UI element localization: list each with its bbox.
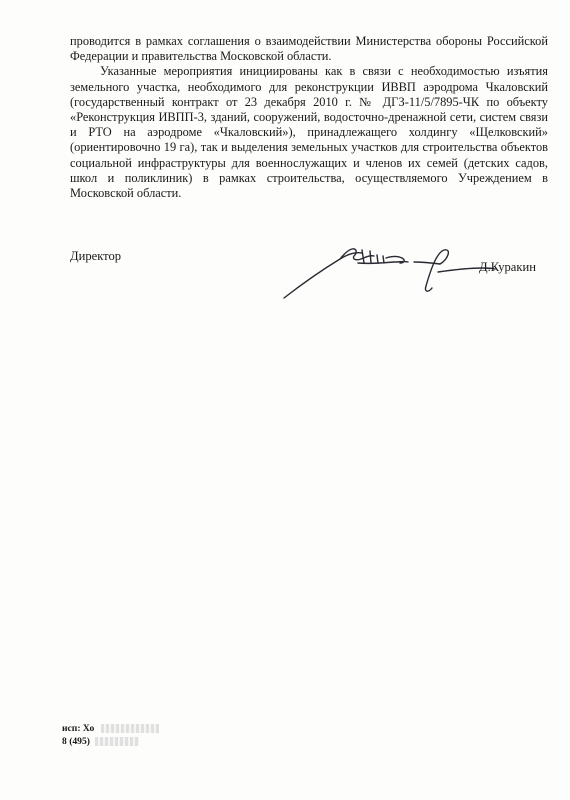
signer-name: Д.Куракин <box>479 260 536 274</box>
handwritten-signature <box>282 232 497 302</box>
redacted-phone <box>95 737 139 746</box>
phone-prefix: 8 (495) <box>62 736 90 747</box>
signer-title: Директор <box>70 249 122 263</box>
phone-line <box>62 735 159 748</box>
redacted-name <box>101 724 159 733</box>
paragraph-2: Указанные мероприятия инициированы как в связи с необходимостью изъятия земельного участка, необходимого для реконструкции ИВВП аэродрома Чкаловский (государственный контракт от 23 декабря 2010 г. № ДГЗ-11/5/7895-ЧК по объекту «Реконструкция ИВПП-3, зданий, сооружений, водосточно-дренажной сети, систем связи и РТО на аэродроме «Чкаловский»), принадлежащего холдингу «Щелковский» (ориентировочно 19 га), так и выделения земельных участков для строительства объектов социальной инфраструктуры для военнослужащих и членов их семей (детских садов, школ и поликлиник) в рамках строительства, осуществляемого Учреждением в Московской области. <box>70 64 548 201</box>
letter-body <box>70 34 548 201</box>
executor-info <box>62 722 159 748</box>
executor-line <box>62 722 159 735</box>
paragraph-1: проводится в рамках соглашения о взаимодействии Министерства обороны Российской Федерации и правительства Московской области. <box>70 34 548 64</box>
executor-label: исп: Хо <box>62 723 95 734</box>
